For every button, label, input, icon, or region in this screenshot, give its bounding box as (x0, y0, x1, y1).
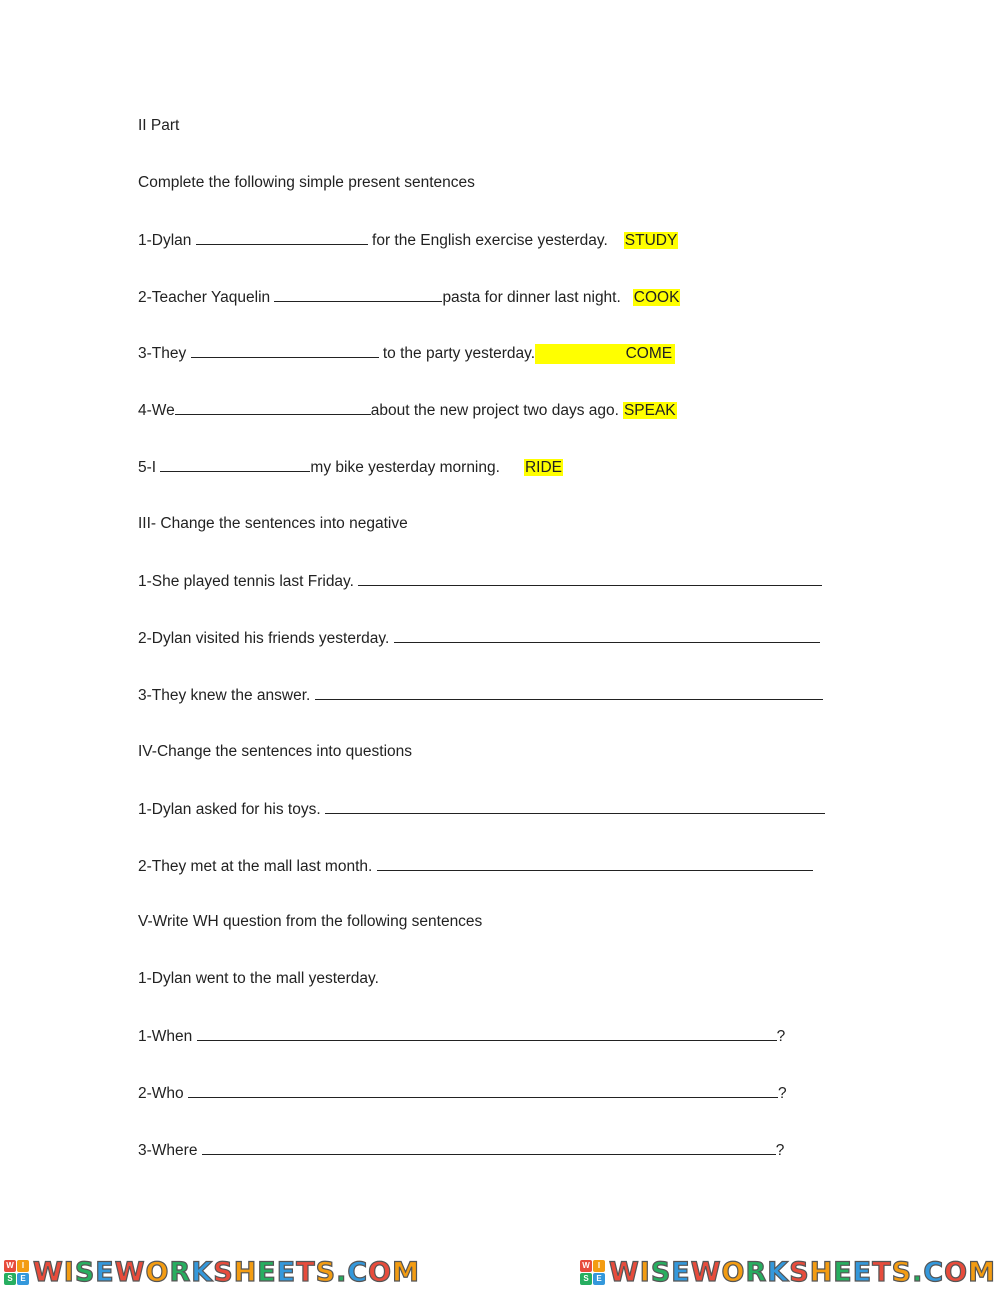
verb-hint: SPEAK (623, 402, 676, 419)
fill-item-4 (138, 400, 677, 421)
fill-item-pre: 5-I (138, 459, 161, 476)
brand-watermark (4, 1257, 420, 1288)
wh-item-3 (138, 1140, 784, 1161)
wh-label: 1-When (138, 1028, 197, 1045)
watermark-footer (0, 1254, 1000, 1291)
fill-item-pre: 4-We (138, 402, 175, 419)
logo-block: I (593, 1260, 605, 1272)
logo-block: W (580, 1260, 592, 1272)
brand-text: WISEWORKSHEETS.COM (609, 1257, 996, 1288)
logo-blocks-icon (580, 1260, 605, 1285)
verb-hint: COME (535, 344, 675, 364)
answer-blank[interactable] (191, 343, 379, 358)
logo-block: E (593, 1273, 605, 1285)
negative-sentence: 1-She played tennis last Friday. (138, 573, 359, 590)
logo-block: I (17, 1260, 29, 1272)
logo-block: W (4, 1260, 16, 1272)
fill-item-pre: 1-Dylan (138, 232, 196, 249)
answer-blank[interactable] (315, 685, 823, 700)
verb-hint: STUDY (624, 232, 678, 249)
logo-block: S (4, 1273, 16, 1285)
answer-blank[interactable] (196, 230, 368, 245)
question-item-1 (138, 799, 825, 820)
fill-item-post: about the new project two days ago. (370, 402, 619, 419)
answer-blank[interactable] (202, 1140, 776, 1155)
brand-text: WISEWORKSHEETS.COM (33, 1257, 420, 1288)
fill-item-post: pasta for dinner last night. (442, 289, 621, 306)
section2-instruction: Complete the following simple present sentences (138, 174, 475, 191)
fill-item-pre: 2-Teacher Yaquelin (138, 289, 275, 306)
negative-item-2 (138, 628, 820, 649)
answer-blank[interactable] (394, 628, 820, 643)
fill-item-post: to the party yesterday. (378, 345, 536, 362)
negative-sentence: 3-They knew the answer. (138, 687, 315, 704)
answer-blank[interactable] (274, 287, 442, 302)
logo-block: S (580, 1273, 592, 1285)
answer-blank[interactable] (188, 1083, 778, 1098)
section4-heading: IV-Change the sentences into questions (138, 743, 413, 760)
answer-blank[interactable] (377, 856, 813, 871)
fill-item-post: for the English exercise yesterday. (367, 232, 608, 249)
fill-item-pre: 3-They (138, 345, 191, 362)
answer-blank[interactable] (197, 1026, 777, 1041)
section3-heading: III- Change the sentences into negative (138, 515, 408, 532)
wh-item-2 (138, 1083, 787, 1104)
logo-blocks-icon (4, 1260, 29, 1285)
fill-item-2 (138, 287, 680, 308)
section5-heading: V-Write WH question from the following sentences (138, 913, 483, 930)
answer-blank[interactable] (160, 457, 310, 472)
wh-label: 3-Where (138, 1142, 202, 1159)
fill-item-3 (138, 343, 675, 364)
part-title: II Part (138, 117, 180, 134)
answer-blank[interactable] (358, 571, 822, 586)
answer-blank[interactable] (325, 799, 825, 814)
verb-hint: COOK (633, 289, 680, 306)
wh-end: ? (776, 1028, 786, 1045)
wh-item-1 (138, 1026, 785, 1047)
fill-item-post: my bike yesterday morning. (310, 459, 500, 476)
question-sentence: 1-Dylan asked for his toys. (138, 801, 325, 818)
negative-sentence: 2-Dylan visited his friends yesterday. (138, 630, 394, 647)
question-sentence: 2-They met at the mall last month. (138, 858, 377, 875)
negative-item-3 (138, 685, 823, 706)
wh-end: ? (777, 1085, 787, 1102)
wh-end: ? (775, 1142, 785, 1159)
logo-block: E (17, 1273, 29, 1285)
answer-blank[interactable] (175, 400, 371, 415)
brand-watermark (580, 1257, 996, 1288)
negative-item-1 (138, 571, 822, 592)
section5-sentence: 1-Dylan went to the mall yesterday. (138, 970, 379, 987)
wh-label: 2-Who (138, 1085, 188, 1102)
verb-hint: RIDE (524, 459, 562, 476)
fill-item-5 (138, 457, 563, 478)
fill-item-1 (138, 230, 678, 251)
question-item-2 (138, 856, 813, 877)
